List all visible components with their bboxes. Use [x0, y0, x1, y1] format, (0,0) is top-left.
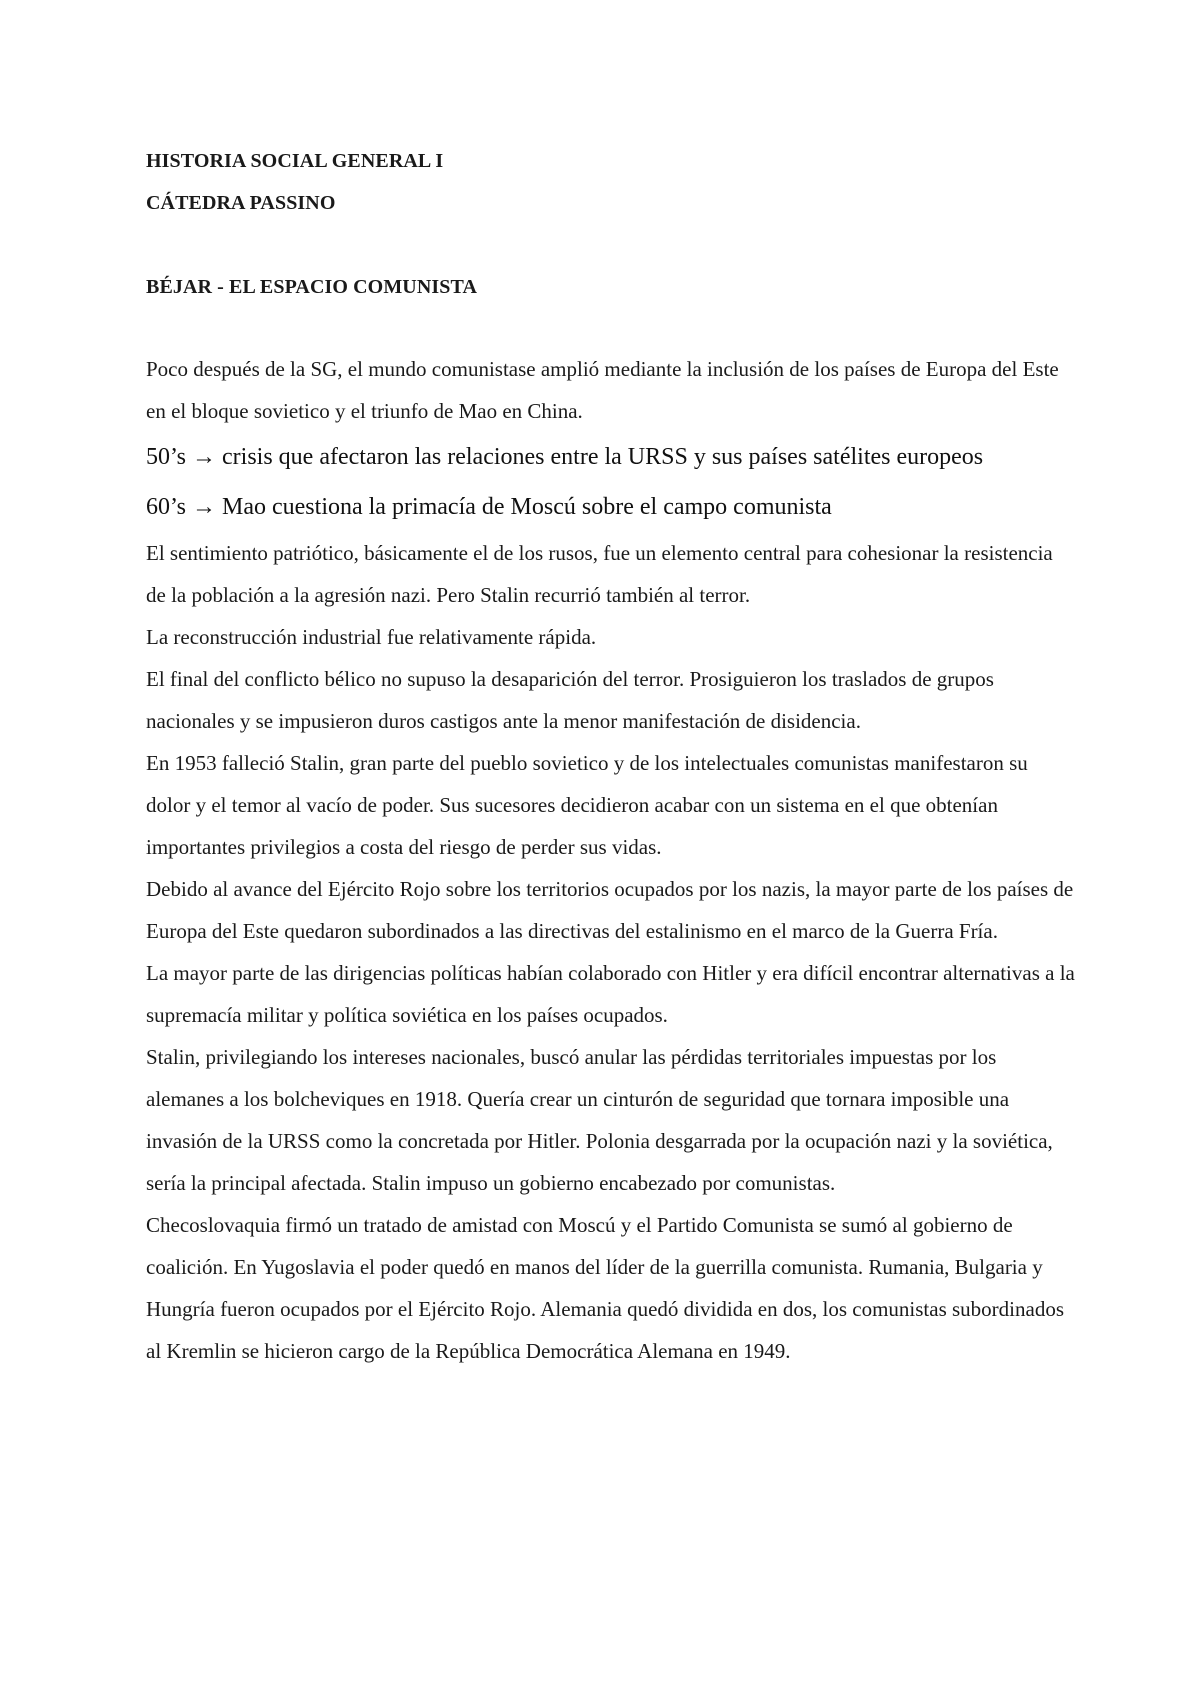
- paragraph-stalin-death: En 1953 falleció Stalin, gran parte del pueblo sovietico y de los intelectuales comunistas manifestaron su dolor y el temor al vacío de poder. Sus sucesores decidieron acabar con un sistema en el que obtenían importantes privilegios a costa del riesgo de perder sus vidas.: [146, 751, 1028, 859]
- paragraph-terror: El final del conflicto bélico no supuso la desaparición del terror. Prosiguieron los traslados de grupos nacionales y se impusieron duros castigos ante la menor manifestación de disidencia.: [146, 667, 994, 733]
- document-page: [146, 140, 1076, 1372]
- paragraph-sixties: 60’s → Mao cuestiona la primacía de Moscú sobre el campo comunista: [146, 494, 832, 520]
- paragraph-intro: Poco después de la SG, el mundo comunistase amplió mediante la inclusión de los países de Europa del Este en el bloque sovietico y el triunfo de Mao en China.: [146, 357, 1059, 423]
- catedra-heading: CÁTEDRA PASSINO: [146, 192, 336, 214]
- paragraph-fifties: 50’s → crisis que afectaron las relaciones entre la URSS y sus países satélites europeos: [146, 444, 984, 470]
- paragraph-eastern-europe: Checoslovaquia firmó un tratado de amistad con Moscú y el Partido Comunista se sumó al gobierno de coalición. En Yugoslavia el poder quedó en manos del líder de la guerrilla comunista. Rumania, Bulgaria y Hungría fueron ocupados por el Ejército Rojo. Alemania quedó dividida en dos, los comunistas subordinados al Kremlin se hicieron cargo de la República Democrática Alemana en 1949.: [146, 1213, 1064, 1363]
- paragraph-dirigencias: La mayor parte de las dirigencias políticas habían colaborado con Hitler y era difícil encontrar alternativas a la supremacía militar y política soviética en los países ocupados.: [146, 961, 1075, 1027]
- paragraph-patriotism: El sentimiento patriótico, básicamente el de los rusos, fue un elemento central para cohesionar la resistencia de la población a la agresión nazi. Pero Stalin recurrió también al terror.: [146, 541, 1053, 607]
- document-title: BÉJAR - EL ESPACIO COMUNISTA: [146, 276, 477, 298]
- paragraph-security-belt: Stalin, privilegiando los intereses nacionales, buscó anular las pérdidas territoriales impuestas por los alemanes a los bolcheviques en 1918. Quería crear un cinturón de seguridad que tornara imposible una invasión de la URSS como la concretada por Hitler. Polonia desgarrada por la ocupación nazi y la soviética, sería la principal afectada. Stalin impuso un gobierno encabezado por comunistas.: [146, 1045, 1053, 1195]
- paragraph-reconstruction: La reconstrucción industrial fue relativamente rápida.: [146, 625, 597, 649]
- paragraph-red-army: Debido al avance del Ejército Rojo sobre los territorios ocupados por los nazis, la mayor parte de los países de Europa del Este quedaron subordinados a las directivas del estalinismo en el marco de la Guerra Fría.: [146, 877, 1074, 943]
- course-heading: HISTORIA SOCIAL GENERAL I: [146, 150, 444, 172]
- heading-spacer: [146, 224, 1076, 266]
- title-spacer: [146, 308, 1076, 348]
